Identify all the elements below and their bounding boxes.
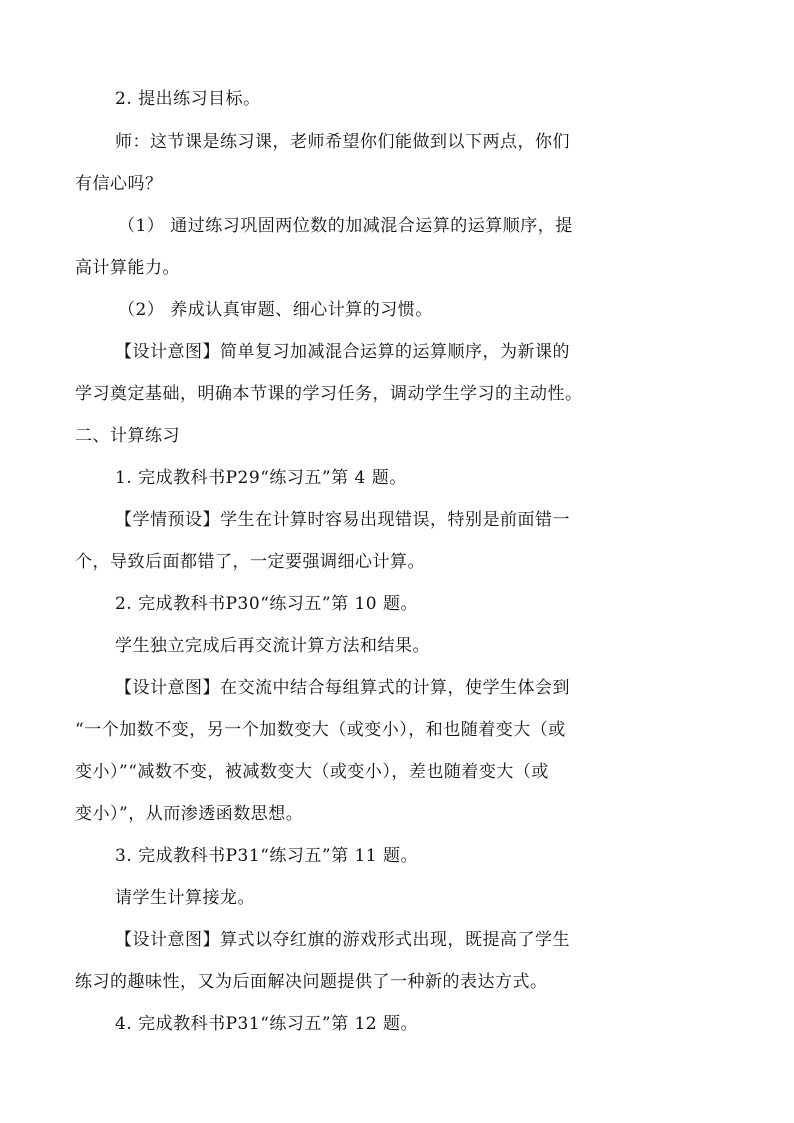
text-line: 练习的趣味性，又为后面解决问题提供了一种新的表达方式。 [75,972,548,992]
text-line: 【设计意图】在交流中结合每组算式的计算，使学生体会到 [115,678,570,698]
text-line: 3. 完成教科书P31“练习五”第 11 题。 [115,846,419,866]
text-line: 2. 提出练习目标。 [115,89,261,109]
text-line: 2. 完成教科书P30“练习五”第 10 题。 [115,594,419,614]
text-line: 1. 完成教科书P29“练习五”第 4 题。 [115,468,407,488]
text-line: 师：这节课是练习课，老师希望你们能做到以下两点，你们 [115,132,570,152]
text-line: “一个加数不变，另一个加数变大（或变小），和也随着变大（或 [75,720,566,740]
text-line: 有信心吗？ [75,174,163,194]
text-line: 【设计意图】算式以夺红旗的游戏形式出现，既提高了学生 [115,930,570,950]
text-line: 高计算能力。 [75,258,180,278]
text-line: 学生独立完成后再交流计算方法和结果。 [115,636,430,656]
section-heading: 二、计算练习 [75,426,180,446]
text-line: 4. 完成教科书P31“练习五”第 12 题。 [115,1014,419,1034]
text-line: 变小）”“减数不变，被减数变大（或变小），差也随着变大（或 [75,762,549,782]
text-line: 【设计意图】简单复习加减混合运算的运算顺序，为新课的 [115,342,570,362]
text-line: （1） 通过练习巩固两位数的加减混合运算的运算顺序，提 [118,216,573,236]
text-line: （2） 养成认真审题、细心计算的习惯。 [118,300,433,320]
text-line: 学习奠定基础，明确本节课的学习任务，调动学生学习的主动性。 [75,384,583,404]
text-line: 个，导致后面都错了，一定要强调细心计算。 [75,552,425,572]
text-line: 请学生计算接龙。 [115,888,255,908]
text-line: 【学情预设】学生在计算时容易出现错误，特别是前面错一 [115,510,570,530]
text-line: 变小）”，从而渗透函数思想。 [75,804,304,824]
